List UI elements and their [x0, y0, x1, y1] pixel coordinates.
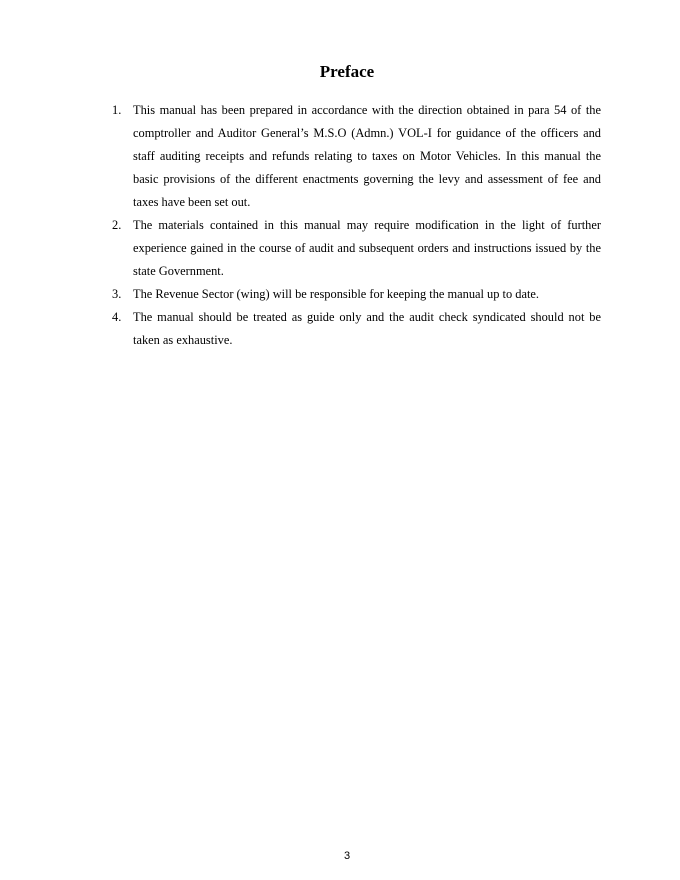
list-item-number: 4. [112, 310, 122, 324]
list-item-number: 3. [112, 287, 122, 301]
list-item [112, 99, 601, 214]
list-item-number: 1. [112, 103, 122, 117]
page-number: 3 [343, 850, 351, 862]
list-item [112, 283, 601, 306]
list-item-number: 2. [112, 218, 122, 232]
list-item-text: This manual has been prepared in accordance with the direction obtained in para 54 of the comptroller and Auditor General’s M.S.O (Admn.) VOL-I for guidance of the officers and staff auditing receipts and refunds relating to taxes on Motor Vehicles. In this manual the basic provisions of the different enactments governing the levy and assessment of fee and taxes have been set out. [133, 103, 601, 209]
page-title: Preface [319, 62, 375, 81]
list-item [112, 306, 601, 352]
list-item-text: The Revenue Sector (wing) will be responsible for keeping the manual up to date. [133, 287, 540, 301]
list-item-text: The manual should be treated as guide only and the audit check syndicated should not be taken as exhaustive. [133, 310, 601, 347]
list-item-text: The materials contained in this manual may require modification in the light of further experience gained in the course of audit and subsequent orders and instructions issued by the state Government. [133, 218, 601, 278]
list-item [112, 214, 601, 283]
preface-list [112, 99, 601, 352]
